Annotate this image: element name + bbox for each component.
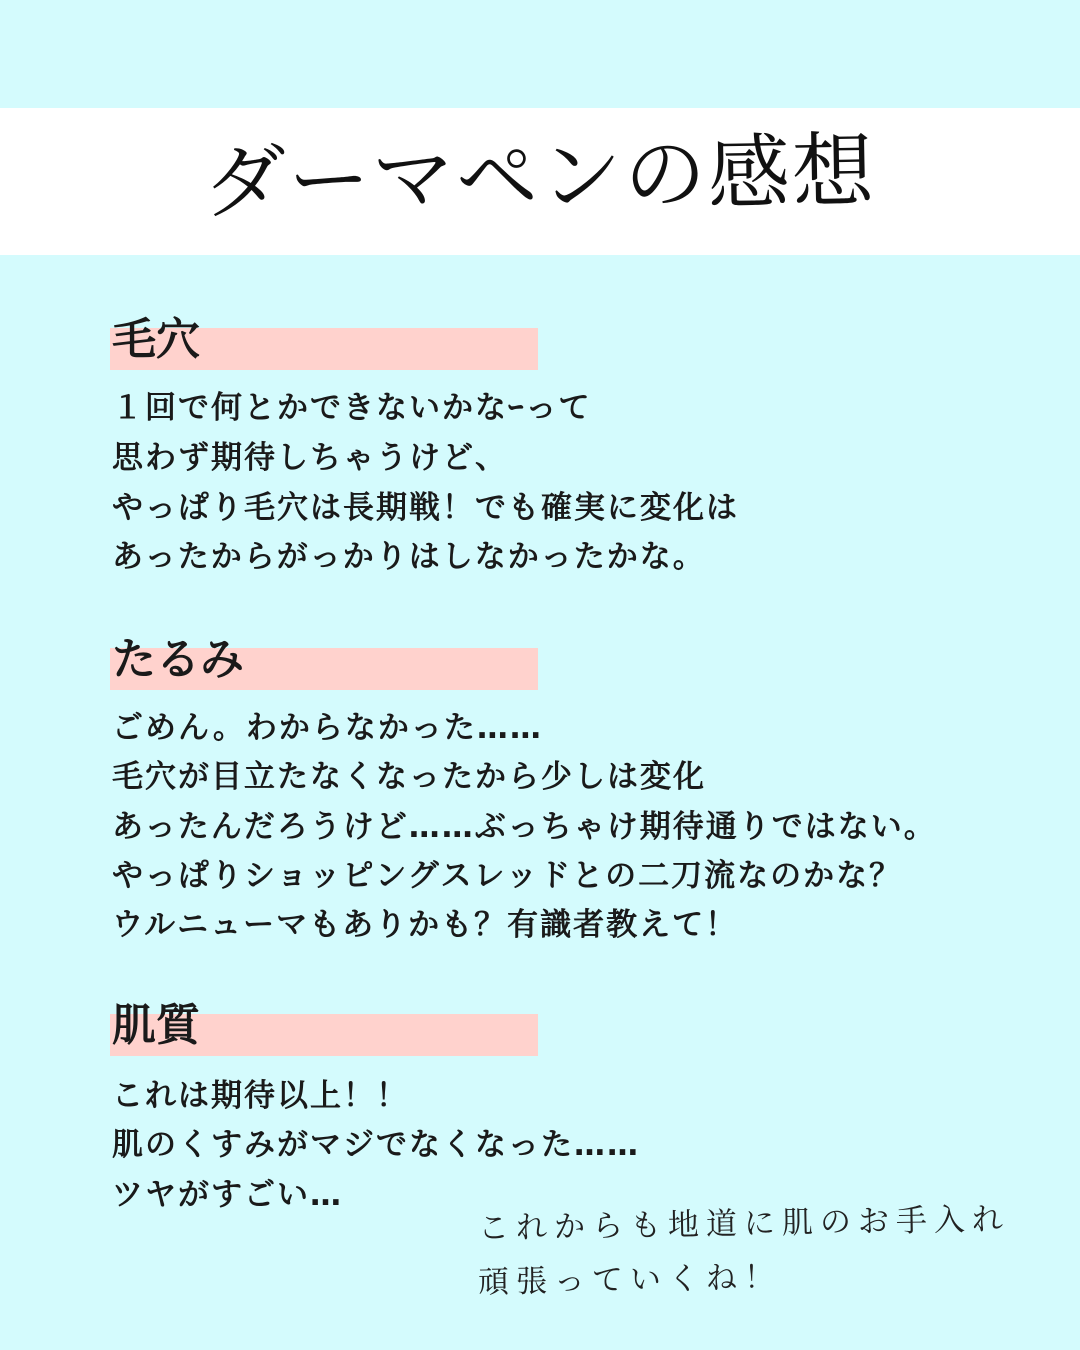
section-heading-sagging: [110, 634, 540, 690]
section-text-line: 思わず期待しちゃうけど、: [112, 440, 508, 476]
section-text-line: 肌のくすみがマジでなくなった……: [112, 1127, 640, 1163]
section-heading-pores: [110, 314, 540, 370]
section-heading-text: 毛穴: [112, 314, 200, 365]
section-text-line: ツヤがすごい…: [112, 1177, 343, 1213]
section-text-line: 毛穴が目立たなくなったから少しは変化: [112, 759, 706, 795]
section-text-line: ごめん。わからなかった……: [112, 710, 543, 746]
section-text-line: ウルニューマもありかも？有識者教えて！: [112, 907, 739, 943]
section-text-line: あったんだろうけど……ぶっちゃけ期待通りではない。: [112, 809, 937, 845]
section-heading-text: 肌質: [112, 1000, 200, 1051]
section-text-line: これは期待以上！！: [112, 1078, 409, 1114]
page-title: ダーマペンの感想: [203, 124, 877, 231]
section-text-line: やっぱりショッピングスレッドとの二刀流なのかな？: [112, 858, 903, 894]
closing-note-line: 頑張っていくね！: [477, 1259, 783, 1301]
section-text-line: あったからがっかりはしなかったかな。: [112, 539, 706, 575]
closing-note-line: これからも地道に肌のお手入れ: [477, 1201, 1011, 1247]
section-heading-skin-quality: [110, 1000, 540, 1056]
section-heading-text: たるみ: [112, 634, 244, 685]
section-text-line: １回で何とかできないかなｰって: [112, 390, 592, 426]
section-text-line: やっぱり毛穴は長期戦！でも確実に変化は: [112, 490, 739, 526]
